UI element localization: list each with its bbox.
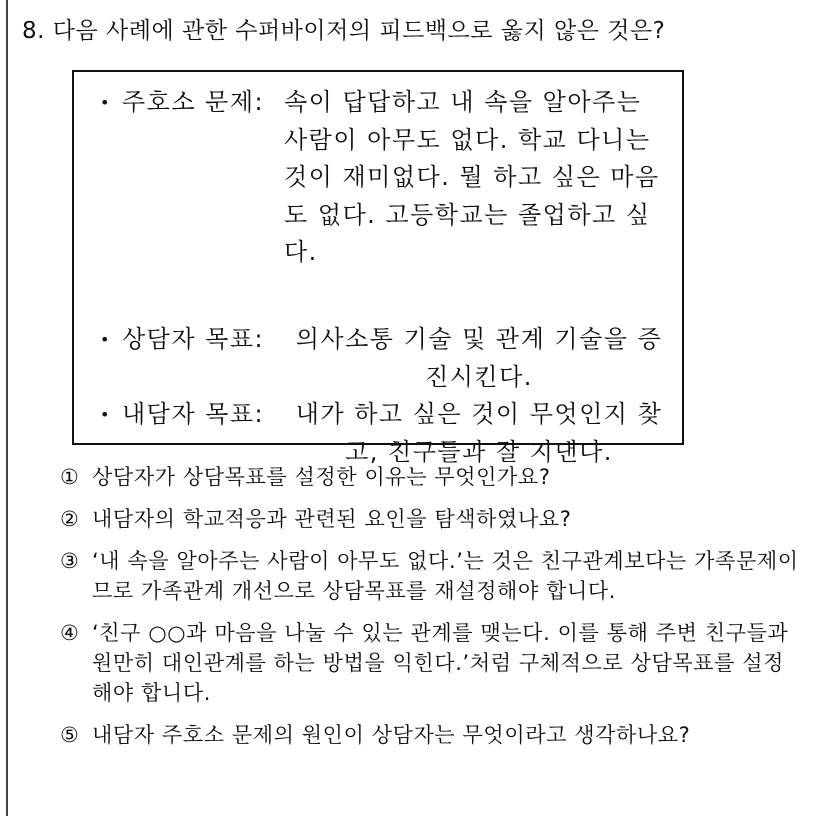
case-entry-label: 상담자 목표: [122,325,265,353]
option-text: 상담자가 상담목표를 설정한 이유는 무엇인가요? [92,465,551,489]
question-text: 다음 사례에 관한 수퍼바이저의 피드백으로 옳지 않은 것은? [52,18,666,44]
option-number: ③ [60,549,80,573]
case-entry-text: 의사소통 기술 및 관계 기술을 증진시킨다. [295,325,663,391]
question-number: 8. [22,18,45,44]
case-entry-text: 내가 하고 싶은 것이 무엇인지 찾고, 친구들과 잘 지낸다. [295,400,663,466]
answer-option-4[interactable] [60,618,800,708]
bullet-icon: • [100,405,111,424]
option-text: 내담자 주호소 문제의 원인이 상담자는 무엇이라고 생각하나요? [92,723,691,747]
bullet-icon: • [100,93,111,112]
option-text: ‘내 속을 알아주는 사람이 아무도 없다.’는 것은 친구관계보다는 가족문제이므로 가족관계 개선으로 상담목표를 재설정해야 합니다. [92,549,799,603]
answer-option-2[interactable] [60,504,800,534]
question-stem [22,14,812,48]
case-entry-label: 주호소 문제: [122,88,265,116]
option-number: ① [60,465,80,489]
bullet-icon: • [100,330,111,349]
option-number: ④ [60,621,80,645]
case-entry-label: 내담자 목표: [122,400,265,428]
option-text: ‘친구 ○○과 마음을 나눌 수 있는 관계를 맺는다. 이를 통해 주변 친구들과 원만히 대인관계를 하는 방법을 익힌다.’처럼 구체적으로 상담목표를 설정해야 합니다. [92,621,789,705]
case-entry-text: 속이 답답하고 내 속을 알아주는 사람이 아무도 없다. 학교 다니는 것이 재미없다. 뭘 하고 싶은 마음도 없다. 고등학교는 졸업하고 싶다. [284,88,660,266]
answer-option-5[interactable] [60,720,800,750]
option-number: ⑤ [60,723,80,747]
answer-option-1[interactable] [60,462,800,492]
answer-option-3[interactable] [60,546,800,606]
option-text: 내담자의 학교적응과 관련된 요인을 탐색하였나요? [92,507,572,531]
answer-options [60,462,800,762]
page-left-border [6,0,8,816]
option-number: ② [60,507,80,531]
case-box [72,70,684,466]
